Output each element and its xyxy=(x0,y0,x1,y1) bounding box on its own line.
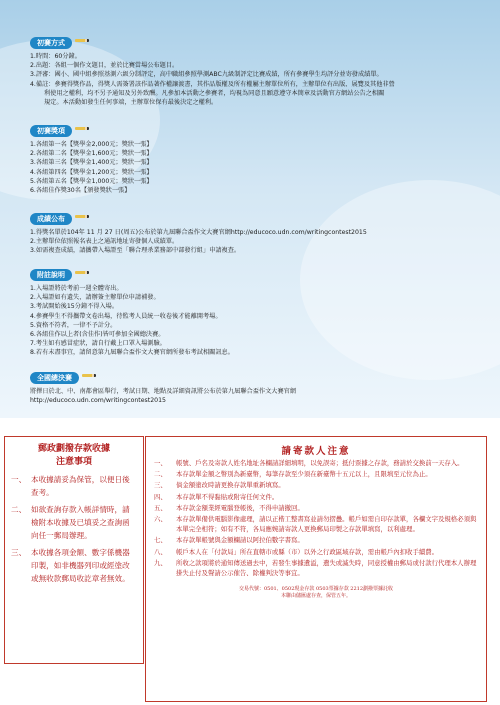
section-line: 2.出題：各組一個作文題目，並於比賽當場公布題目。 xyxy=(30,62,179,70)
remitter-notice-item xyxy=(154,514,478,534)
item-number: 一、 xyxy=(154,459,167,467)
item-number: 二、 xyxy=(154,470,167,479)
pencil-icon xyxy=(82,374,96,377)
section-line: 利使用之權利，均不另予通知及另外致酬。凡參加本活動之參賽者，均視為同意且願意遵守本簡章及活動官方網站公告之相關 xyxy=(44,89,385,97)
remitter-notice-item xyxy=(154,469,478,479)
item-text: 本存款金額業經電腦登帳後，不得申請撤回。 xyxy=(176,503,304,512)
award-line: 1.各組第一名【獎學金2,000元；獎狀一張】 xyxy=(30,141,153,148)
item-text: 本存款單不得黏貼或附寄任何文件。 xyxy=(176,492,279,501)
section-line: 3.評審：國小、國中組參照基測六級分制評定，高中職組參照學測ABC九級制評定比賽成績，所有參賽學生均評分並寄發成績單。 xyxy=(30,71,383,79)
transaction-codes-footer xyxy=(146,586,486,600)
section-title: 初賽獎項 xyxy=(30,125,72,137)
item-text: 如欲查詢存款入帳詳情時，請檢附本收據及已填妥之查詢函向任一郵局辦理。 xyxy=(31,505,130,540)
award-line: 6.各組佳作獎30名【頒發獎狀一張】 xyxy=(30,187,131,195)
section-line: 4.備註：參賽得獎作品，得獎人需簽署該作品著作權讓渡書，其作品版權及所有權屬主辦單位所有，主辦單位有出版、展覽及其他非營 xyxy=(30,80,395,88)
note-line: 1.入場證將於考前一週全體寄出。 xyxy=(30,285,123,292)
footer-line: 交易代號：0501、0502現金存款 0503票據存款 2212劃撥票據託收 xyxy=(238,586,394,593)
item-text: 帳號、戶名及寄款人姓名地址各欄請詳細填明，以免誤寄；抵付票據之存款，務請於交換前一天存入。 xyxy=(176,459,464,467)
receipt-notice-item xyxy=(11,473,137,499)
section-line: 規定。本活動如發生任何事端，主辦單位保有最後決定之權利。 xyxy=(44,99,218,107)
section-title: 成績公布 xyxy=(30,213,72,225)
item-number: 五、 xyxy=(154,503,167,512)
receipt-notice-panel xyxy=(4,436,144,664)
footer-line: 本聯由儲匯處存查，保管五年。 xyxy=(280,593,351,600)
receipt-notice-item xyxy=(11,546,137,585)
final-line: 將擇日於北、中、南都會區舉行，考試日期、地點及詳細資訊將公布於第九屆聯合盃作文大賽官網 xyxy=(30,388,297,395)
note-line: 6.各組佳作以上者(含佳作)皆可參加全國總決賽。 xyxy=(30,331,165,339)
result-line: 1.得獎名單於104年 11 月 27 日(周五)公布於第九屆聯合盃作文大賽官網http://educoco.udn.com/writingcontest2015 xyxy=(30,229,367,236)
note-line: 7.考生如有感冒症狀，請自行戴上口罩入場測驗。 xyxy=(30,340,166,348)
remitter-notice-item xyxy=(154,503,478,513)
item-number: 八、 xyxy=(154,547,167,556)
pencil-icon xyxy=(75,39,89,42)
remitter-notice-item xyxy=(154,558,478,578)
item-text: 本存款單金額之幣別為新臺幣，每筆存款至少須在新臺幣十五元以上，且限填至元位為止。 xyxy=(176,470,432,479)
final-link[interactable]: http://educoco.udn.com/writingcontest2015 xyxy=(30,397,166,405)
item-text: 本存款單帳號與金額欄請以阿拉伯數字書寫。 xyxy=(176,536,304,545)
item-number: 四、 xyxy=(154,492,167,501)
award-line: 3.各組第三名【獎學金1,400元；獎狀一張】 xyxy=(30,159,153,167)
section-awards xyxy=(30,118,485,195)
remitter-notice-panel xyxy=(145,436,487,702)
item-text: 本收據請妥為保管，以便日後查考。 xyxy=(31,475,130,497)
pencil-icon xyxy=(75,271,89,274)
remitter-notice-item xyxy=(154,458,478,468)
item-number: 一、 xyxy=(11,475,27,484)
section-title: 全國總決賽 xyxy=(30,372,79,384)
note-line: 4.參賽學生不得攜帶文卷出場，待監考人員統一收卷後才能離開考場。 xyxy=(30,312,222,320)
receipt-notice-title-line: 郵政劃撥存款收據 xyxy=(37,444,110,454)
receipt-notice-item xyxy=(11,503,137,542)
pencil-icon xyxy=(75,215,89,218)
award-line: 2.各組第二名【獎學金1,600元；獎狀一張】 xyxy=(30,150,153,158)
item-text: 本收據各項金額、數字係機器印製，如非機器列印或經塗改或無收款郵局收訖章者無效。 xyxy=(31,548,130,583)
remitter-notice-item xyxy=(154,547,478,557)
result-line: 2.主辦單位依照報名表上之通訊地址寄發個人成績單。 xyxy=(30,238,179,246)
note-line: 8.若有未盡事宜，請留意第九屆聯合盃作文大賽官網所發布考試相關訊息。 xyxy=(30,349,234,357)
award-line: 5.各組第五名【獎學金1,000元；獎狀一張】 xyxy=(30,177,153,185)
note-line: 2.入場證如有遺失，請辦簽主辦單位申請補發。 xyxy=(30,294,160,302)
remitter-notice-item xyxy=(154,480,478,490)
item-number: 三、 xyxy=(11,548,27,557)
section-national-final xyxy=(30,365,485,405)
item-number: 二、 xyxy=(11,505,27,514)
item-number: 三、 xyxy=(154,481,167,490)
receipt-notice-title-line: 注意事項 xyxy=(55,457,92,467)
item-text: 帳戶本人在「付款局」所在直轄市或縣（市）以外之行政區域存款，需由帳戶內扣收手續費。 xyxy=(176,547,439,556)
remitter-notice-item xyxy=(154,492,478,502)
remitter-notice-title: 請寄款人注意 xyxy=(281,446,351,457)
item-number: 七、 xyxy=(154,536,167,545)
receipt-notice-title xyxy=(5,443,143,469)
item-text: 所收之款項將於通知傳送過去中，若發生事據遺溢，遺失或滅失時，同意授權由郵局或付款行代理本人辦理掛失止付及聲請公示催告、除權判決等事宜。 xyxy=(176,558,477,578)
note-line: 3.考試開始後15分鐘不得入場。 xyxy=(30,303,119,311)
section-preliminary-method xyxy=(30,30,485,107)
remitter-notice-item xyxy=(154,535,478,545)
item-number: 九、 xyxy=(154,558,167,567)
pencil-icon xyxy=(75,127,89,130)
section-title: 初賽方式 xyxy=(30,37,72,49)
section-line: 1.時間：60分鐘。 xyxy=(30,53,81,60)
item-text: 本存款單備供電腦影像處理，請以正楷工整書寫並請勿摺疊。帳戶如需自印存款單，各欄文字及規格必須與本單完全相符；如有不符，各局應婉請寄款人更換郵局印製之存款單填寫，以利處理。 xyxy=(176,515,477,534)
result-line: 3.如需複查成績，請攜帶入場證至「聯合理杀業務部中部發行組」申請複查。 xyxy=(30,247,241,255)
section-title: 附註說明 xyxy=(30,269,72,281)
note-line: 5.資格不符者，一律不予計分。 xyxy=(30,321,117,329)
item-number: 六、 xyxy=(154,515,167,524)
section-notes xyxy=(30,262,485,358)
item-text: 倘金額塗改時請更換存款單重新填寫。 xyxy=(176,481,285,490)
section-results xyxy=(30,206,485,256)
award-line: 4.各組第四名【獎學金1,200元；獎狀一張】 xyxy=(30,168,153,176)
